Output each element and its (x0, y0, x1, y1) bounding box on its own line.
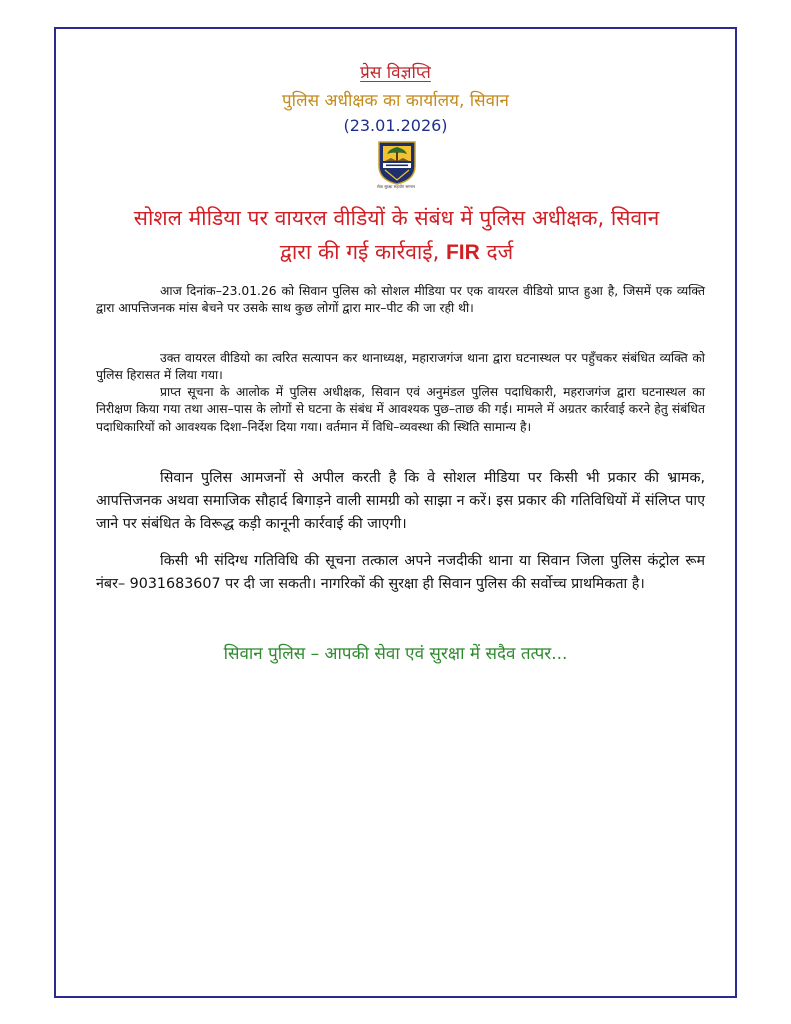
police-slogan: सिवान पुलिस – आपकी सेवा एवं सुरक्षा में सदैव तत्पर... (223, 644, 568, 664)
headline-line-2 (80, 235, 713, 270)
body-paragraph-1: आज दिनांक–23.01.26 को सिवान पुलिस को सोशल मीडिया पर एक वायरल वीडियो प्राप्त हुआ है, जिसमें एक व्यक्ति द्वारा आपत्तिजनक मांस बेचने पर उसके साथ कुछ लोगों द्वारा मार–पीट की जा रही थी। (96, 284, 705, 316)
headline-line-1: सोशल मीडिया पर वायरल वीडियों के संबंध में पुलिस अधीक्षक, सिवान (133, 206, 660, 230)
appeal-paragraph: सिवान पुलिस आमजनों से अपील करती है कि वे सोशल मीडिया पर किसी भी प्रकार की भ्रामक, आपत्तिजनक अथवा समाजिक सौहार्द बिगाड़ने वाली सामग्री को साझा न करें। इस प्रकार की गतिविधियों में संलिप्त पाए जाने पर संबंधित के विरूद्ध कड़ी कानूनी कार्रवाई की जाएगी। (96, 470, 705, 532)
body-paragraph-2: उक्त वायरल वीडियो का त्वरित सत्यापन कर थानाध्यक्ष, महाराजगंज थाना द्वारा घटनास्थल पर पहुँचकर संबंधित व्यक्ति को पुलिस हिरासत में लिया गया। (96, 351, 705, 383)
headline-line-2-prefix: द्वारा की गई कार्रवाई, (279, 240, 446, 264)
headline-fir: FIR (445, 241, 480, 264)
office-name: पुलिस अधीक्षक का कार्यालय, सिवान (282, 91, 509, 111)
release-date: (23.01.2026) (343, 116, 448, 135)
headline-line-2-suffix: दर्ज (479, 240, 514, 264)
press-release-title: प्रेस विज्ञप्ति (360, 63, 431, 83)
contact-paragraph: किसी भी संदिग्ध गतिविधि की सूचना तत्काल अपने नजदीकी थाना या सिवान जिला पुलिस कंट्रोल रूम नंबर– 9031683607 पर दी जा सकती। नागरिकों की सुरक्षा ही सिवान पुलिस की सर्वोच्च प्राथमिकता है। (96, 553, 705, 592)
bihar-police-emblem-icon (377, 140, 417, 186)
logo-caption: सेवा सुरक्षा सहयोग सम्मान (376, 184, 415, 189)
body-paragraph-3: प्राप्त सूचना के आलोक में पुलिस अधीक्षक, सिवान एवं अनुमंडल पुलिस पदाधिकारी, महराजगंज द्वारा घटनास्थल का निरीक्षण किया गया तथा आस–पास के लोगों से घटना के संबंध में आवश्यक पुछ–ताछ की गई। मामले में अग्रतर कार्रवाई करने हेतु संबंधित पदाधिकारियों को आवश्यक दिशा–निर्देश दिया गया। वर्तमान में विधि–व्यवस्था की स्थिति सामान्य है। (96, 385, 705, 434)
